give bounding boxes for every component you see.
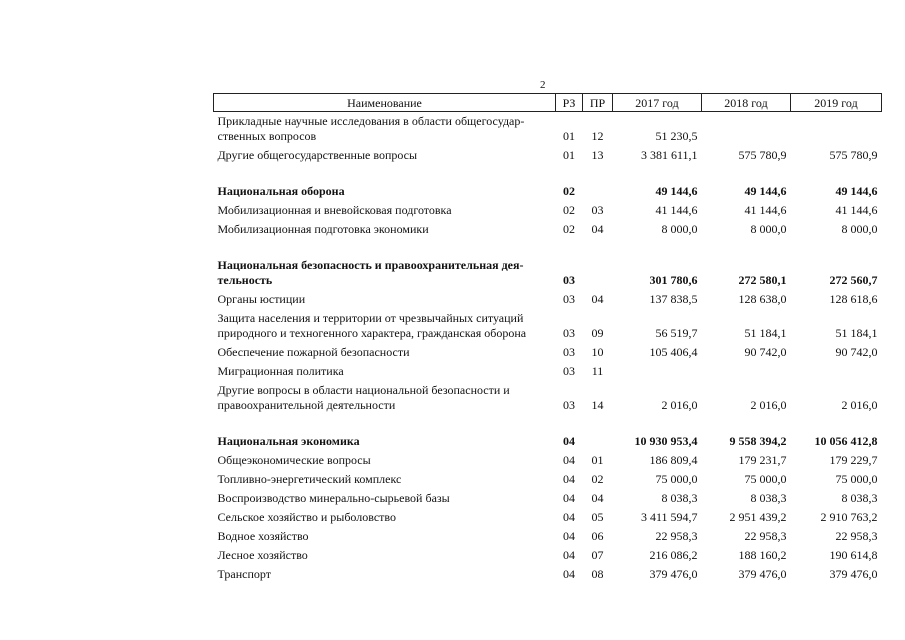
row-rz: 03	[563, 398, 575, 412]
section-row	[214, 432, 882, 451]
row-2018	[702, 112, 791, 147]
row-rz: 04	[563, 529, 575, 543]
row-spacer	[214, 415, 882, 432]
budget-table	[213, 93, 882, 584]
row-pr: 05	[591, 510, 604, 524]
header-2019: 2019 год	[791, 94, 882, 112]
section-row	[214, 256, 882, 290]
row-2017: 137 838,5	[649, 292, 698, 306]
row-pr: 03	[591, 203, 604, 217]
row-rz: 01	[563, 148, 575, 162]
table-row	[214, 146, 882, 165]
row-name: Воспроизводство минерально-сырьевой базы	[217, 491, 450, 505]
row-rz: 04	[563, 434, 575, 448]
row-name: Другие вопросы в области национальной безопасности и правоохранительной деятельности	[217, 383, 510, 412]
row-rz: 02	[563, 184, 575, 198]
row-2018: 22 958,3	[744, 529, 787, 543]
row-rz: 04	[563, 510, 575, 524]
row-2019	[791, 112, 882, 147]
row-pr: 04	[591, 222, 604, 236]
row-pr: 13	[591, 148, 604, 162]
row-2019: 272 560,7	[829, 273, 878, 287]
row-rz: 03	[563, 326, 575, 340]
row-pr	[583, 182, 613, 201]
row-pr: 04	[591, 292, 604, 306]
row-2017: 3 381 611,1	[640, 148, 698, 162]
row-pr: 11	[591, 364, 604, 378]
row-2017: 41 144,6	[655, 203, 698, 217]
row-2018: 8 038,3	[750, 491, 787, 505]
table-row	[214, 290, 882, 309]
row-name: Органы юстиции	[217, 292, 306, 306]
row-pr	[583, 432, 613, 451]
table-row	[214, 362, 882, 381]
row-2017: 216 086,2	[649, 548, 698, 562]
row-2017: 56 519,7	[655, 326, 698, 340]
row-2017: 186 809,4	[649, 453, 698, 467]
row-2019: 10 056 412,8	[814, 434, 878, 448]
row-2019	[791, 362, 882, 381]
header-rz: РЗ	[556, 94, 583, 112]
row-2019: 575 780,9	[829, 148, 878, 162]
row-name: Лесное хозяйство	[217, 548, 308, 562]
row-pr: 02	[591, 472, 604, 486]
row-pr: 07	[591, 548, 604, 562]
row-2018: 8 000,0	[750, 222, 787, 236]
row-2017: 105 406,4	[649, 345, 698, 359]
row-rz: 02	[563, 203, 575, 217]
table-row	[214, 201, 882, 220]
table-row	[214, 470, 882, 489]
row-2019: 2 016,0	[841, 398, 878, 412]
row-2018: 2 016,0	[750, 398, 787, 412]
header-2017: 2017 год	[613, 94, 702, 112]
section-name: Национальная оборона	[217, 184, 345, 198]
page-number: 2	[540, 79, 546, 91]
row-2017: 22 958,3	[655, 529, 698, 543]
row-2017	[613, 362, 702, 381]
row-pr: 10	[591, 345, 604, 359]
row-pr: 08	[591, 567, 604, 581]
row-name: Топливно-энергетический комплекс	[217, 472, 402, 486]
row-rz: 04	[563, 491, 575, 505]
row-2018: 128 638,0	[738, 292, 787, 306]
row-2017: 8 000,0	[661, 222, 698, 236]
row-2019: 128 618,6	[829, 292, 878, 306]
row-2019: 179 229,7	[829, 453, 878, 467]
row-pr: 06	[591, 529, 604, 543]
row-rz: 01	[563, 129, 575, 143]
row-2017: 49 144,6	[655, 184, 698, 198]
section-name: Национальная безопасность и правоохранительная дея-тельность	[217, 258, 524, 287]
row-name: Прикладные научные исследования в области общегосудар-ственных вопросов	[217, 114, 525, 143]
row-2017: 379 476,0	[649, 567, 698, 581]
row-name: Транспорт	[217, 567, 271, 581]
row-2018: 41 144,6	[744, 203, 787, 217]
row-2018: 272 580,1	[738, 273, 787, 287]
section-name: Национальная экономика	[217, 434, 360, 448]
row-name: Обеспечение пожарной безопасности	[217, 345, 410, 359]
row-rz: 03	[563, 292, 575, 306]
row-name: Сельское хозяйство и рыболовство	[217, 510, 397, 524]
table-row	[214, 343, 882, 362]
table-row	[214, 309, 882, 343]
row-2019: 49 144,6	[835, 184, 878, 198]
row-2018: 2 951 439,2	[729, 510, 787, 524]
row-2017: 301 780,6	[649, 273, 698, 287]
row-name: Мобилизационная подготовка экономики	[217, 222, 429, 236]
row-2019: 8 038,3	[841, 491, 878, 505]
row-2019: 41 144,6	[835, 203, 878, 217]
row-2019: 190 614,8	[829, 548, 878, 562]
row-2018: 379 476,0	[738, 567, 787, 581]
header-2018: 2018 год	[702, 94, 791, 112]
row-2019: 75 000,0	[835, 472, 878, 486]
row-2018: 90 742,0	[744, 345, 787, 359]
row-2017: 51 230,5	[655, 129, 698, 143]
header-row	[214, 94, 882, 112]
row-2018: 49 144,6	[744, 184, 787, 198]
row-spacer	[214, 239, 882, 256]
row-2019: 51 184,1	[835, 326, 878, 340]
row-pr	[583, 256, 613, 290]
row-2017: 10 930 953,4	[634, 434, 698, 448]
row-rz: 04	[563, 472, 575, 486]
row-2017: 2 016,0	[661, 398, 698, 412]
row-name: Миграционная политика	[217, 364, 344, 378]
row-pr: 01	[591, 453, 604, 467]
row-pr: 14	[591, 398, 604, 412]
row-2018: 9 558 394,2	[729, 434, 787, 448]
row-name: Другие общегосударственные вопросы	[217, 148, 418, 162]
header-pr: ПР	[583, 94, 613, 112]
row-2019: 379 476,0	[829, 567, 878, 581]
row-name: Защита населения и территории от чрезвычайных ситуаций природного и техногенного характера, гражданская оборона	[217, 311, 527, 340]
row-2017: 8 038,3	[661, 491, 698, 505]
row-spacer	[214, 165, 882, 182]
row-rz: 03	[563, 273, 575, 287]
table-row	[214, 489, 882, 508]
row-name: Мобилизационная и вневойсковая подготовка	[217, 203, 452, 217]
row-rz: 04	[563, 453, 575, 467]
table-header	[214, 94, 882, 112]
row-2018: 575 780,9	[738, 148, 787, 162]
table-body	[214, 112, 882, 585]
table-row	[214, 565, 882, 584]
row-2018: 188 160,2	[738, 548, 787, 562]
header-name: Наименование	[214, 94, 556, 112]
row-rz: 04	[563, 567, 575, 581]
section-row	[214, 182, 882, 201]
row-name: Общеэкономические вопросы	[217, 453, 371, 467]
row-pr: 09	[591, 326, 604, 340]
table-row	[214, 546, 882, 565]
row-2019: 2 910 763,2	[820, 510, 878, 524]
row-pr: 04	[591, 491, 604, 505]
row-rz: 04	[563, 548, 575, 562]
row-2018: 51 184,1	[744, 326, 787, 340]
row-name: Водное хозяйство	[217, 529, 309, 543]
row-pr: 12	[591, 129, 604, 143]
row-rz: 02	[563, 222, 575, 236]
row-2019: 90 742,0	[835, 345, 878, 359]
table-row	[214, 508, 882, 527]
row-2018: 75 000,0	[744, 472, 787, 486]
row-2017: 3 411 594,7	[640, 510, 698, 524]
table-row	[214, 381, 882, 415]
row-rz: 03	[563, 345, 575, 359]
table-row	[214, 220, 882, 239]
table-row	[214, 112, 882, 147]
row-rz: 03	[563, 364, 575, 378]
row-2018: 179 231,7	[738, 453, 787, 467]
table-row	[214, 451, 882, 470]
table-row	[214, 527, 882, 546]
row-2019: 22 958,3	[835, 529, 878, 543]
row-2018	[702, 362, 791, 381]
row-2019: 8 000,0	[841, 222, 878, 236]
row-2017: 75 000,0	[655, 472, 698, 486]
